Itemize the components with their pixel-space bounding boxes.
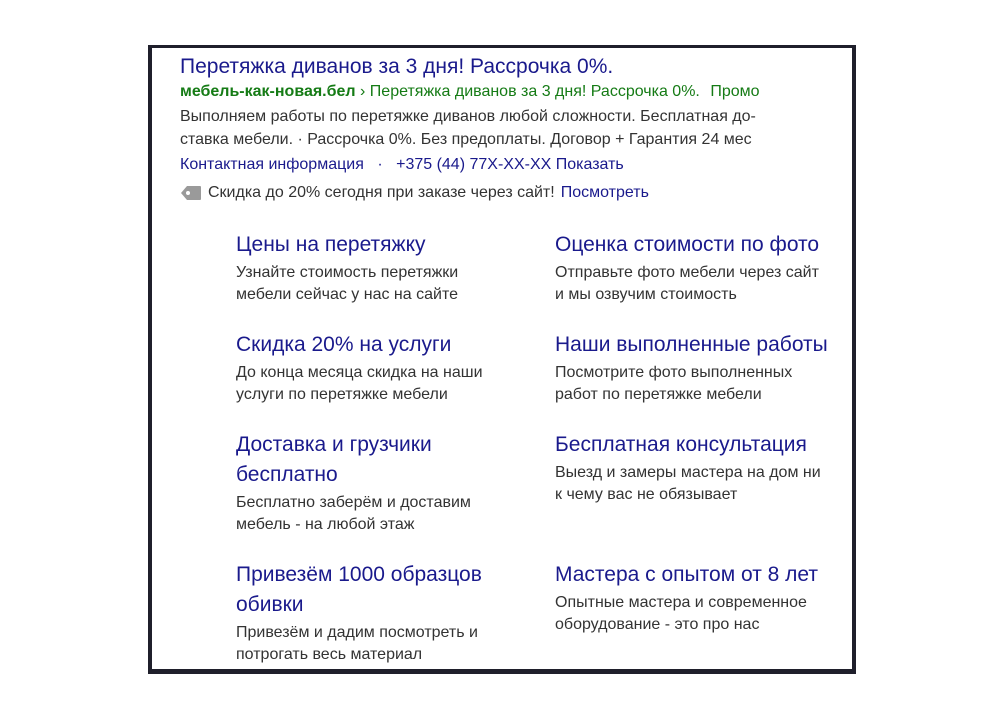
ad-frame [148, 45, 856, 674]
promo-view-link[interactable]: Посмотреть [560, 184, 649, 201]
ad-description-line: Выполняем работы по перетяжке диванов любой сложности. Бесплатная до- [180, 108, 756, 125]
sitelink-title[interactable]: Наши выполненные работы [555, 333, 828, 356]
ad-description-line: ставка мебели. · Рассрочка 0%. Без предоплаты. Договор + Гарантия 24 мес [180, 131, 752, 148]
ad-url-line [180, 82, 760, 102]
sitelink-desc-line: Выезд и замеры мастера на дом ни [555, 464, 821, 481]
sitelink-desc-line: До конца месяца скидка на наши [236, 364, 483, 381]
sitelink-desc-line: Отправьте фото мебели через сайт [555, 264, 819, 281]
sitelink-desc [236, 262, 536, 306]
sitelink-title[interactable] [236, 430, 536, 490]
ad-description [180, 105, 820, 151]
sitelink-consultation[interactable] [555, 430, 855, 506]
sitelink-desc-line: и мы озвучим стоимость [555, 286, 737, 303]
sitelink-desc-line: мебель - на любой этаж [236, 516, 415, 533]
sitelink-title[interactable]: Мастера с опытом от 8 лет [555, 563, 819, 586]
sitelink-title[interactable]: Скидка 20% на услуги [236, 333, 452, 356]
sitelink-masters[interactable] [555, 560, 855, 636]
sitelink-photo-estimate[interactable] [555, 230, 855, 306]
url-separator: › [360, 83, 366, 100]
sitelink-desc [555, 362, 855, 406]
ad-title-link[interactable]: Перетяжка диванов за 3 дня! Рассрочка 0%. [180, 55, 614, 78]
sitelink-desc [236, 492, 536, 536]
sitelink-desc-line: Узнайте стоимость перетяжки [236, 264, 459, 281]
sitelink-desc [555, 592, 855, 636]
sitelink-desc-line: Посмотрите фото выполненных [555, 364, 793, 381]
sitelink-desc [236, 622, 536, 666]
ad-promo-line [180, 183, 649, 203]
price-tag-icon [180, 184, 202, 202]
phone-number: +375 (44) 77X-XX-XX [396, 156, 552, 173]
sitelink-desc-line: услуги по перетяжке мебели [236, 386, 448, 403]
sitelink-delivery[interactable] [236, 430, 536, 536]
promo-label: Промо [710, 83, 760, 100]
ad-url-path[interactable]: Перетяжка диванов за 3 дня! Рассрочка 0%. [369, 83, 700, 100]
sitelink-prices[interactable] [236, 230, 536, 306]
sitelink-title[interactable] [236, 560, 536, 620]
sitelink-title[interactable]: Цены на перетяжку [236, 233, 426, 256]
sitelink-title-line[interactable]: бесплатно [236, 463, 338, 486]
sitelink-title[interactable]: Бесплатная консультация [555, 433, 807, 456]
sitelink-desc [555, 262, 855, 306]
sitelink-desc [236, 362, 536, 406]
contacts-separator: · [377, 156, 383, 173]
sitelink-discount[interactable] [236, 330, 536, 406]
sitelink-desc-line: работ по перетяжке мебели [555, 386, 762, 403]
sitelink-desc-line: Привезём и дадим посмотреть и [236, 624, 478, 641]
contacts-link[interactable]: Контактная информация [180, 156, 364, 173]
sitelink-desc-line: потрогать весь материал [236, 646, 423, 663]
sitelink-samples[interactable] [236, 560, 536, 666]
sitelink-title[interactable]: Оценка стоимости по фото [555, 233, 820, 256]
ad-contacts [180, 155, 624, 175]
sitelink-desc [555, 462, 855, 506]
sitelink-desc-line: мебели сейчас у нас на сайте [236, 286, 458, 303]
sitelink-desc-line: оборудование - это про нас [555, 616, 760, 633]
show-phone-link[interactable]: Показать [555, 156, 624, 173]
ad-domain-link[interactable]: мебель-как-новая.бел [180, 83, 356, 100]
sitelink-title-line[interactable]: обивки [236, 593, 304, 616]
sitelink-title-line[interactable]: Доставка и грузчики [236, 433, 432, 456]
sitelink-desc-line: Опытные мастера и современное [555, 594, 807, 611]
sitelink-desc-line: к чему вас не обязывает [555, 486, 738, 503]
sitelink-title-line[interactable]: Привезём 1000 образцов [236, 563, 482, 586]
sitelink-desc-line: Бесплатно заберём и доставим [236, 494, 471, 511]
sitelink-works[interactable] [555, 330, 855, 406]
promo-text: Скидка до 20% сегодня при заказе через сайт! [208, 184, 555, 201]
